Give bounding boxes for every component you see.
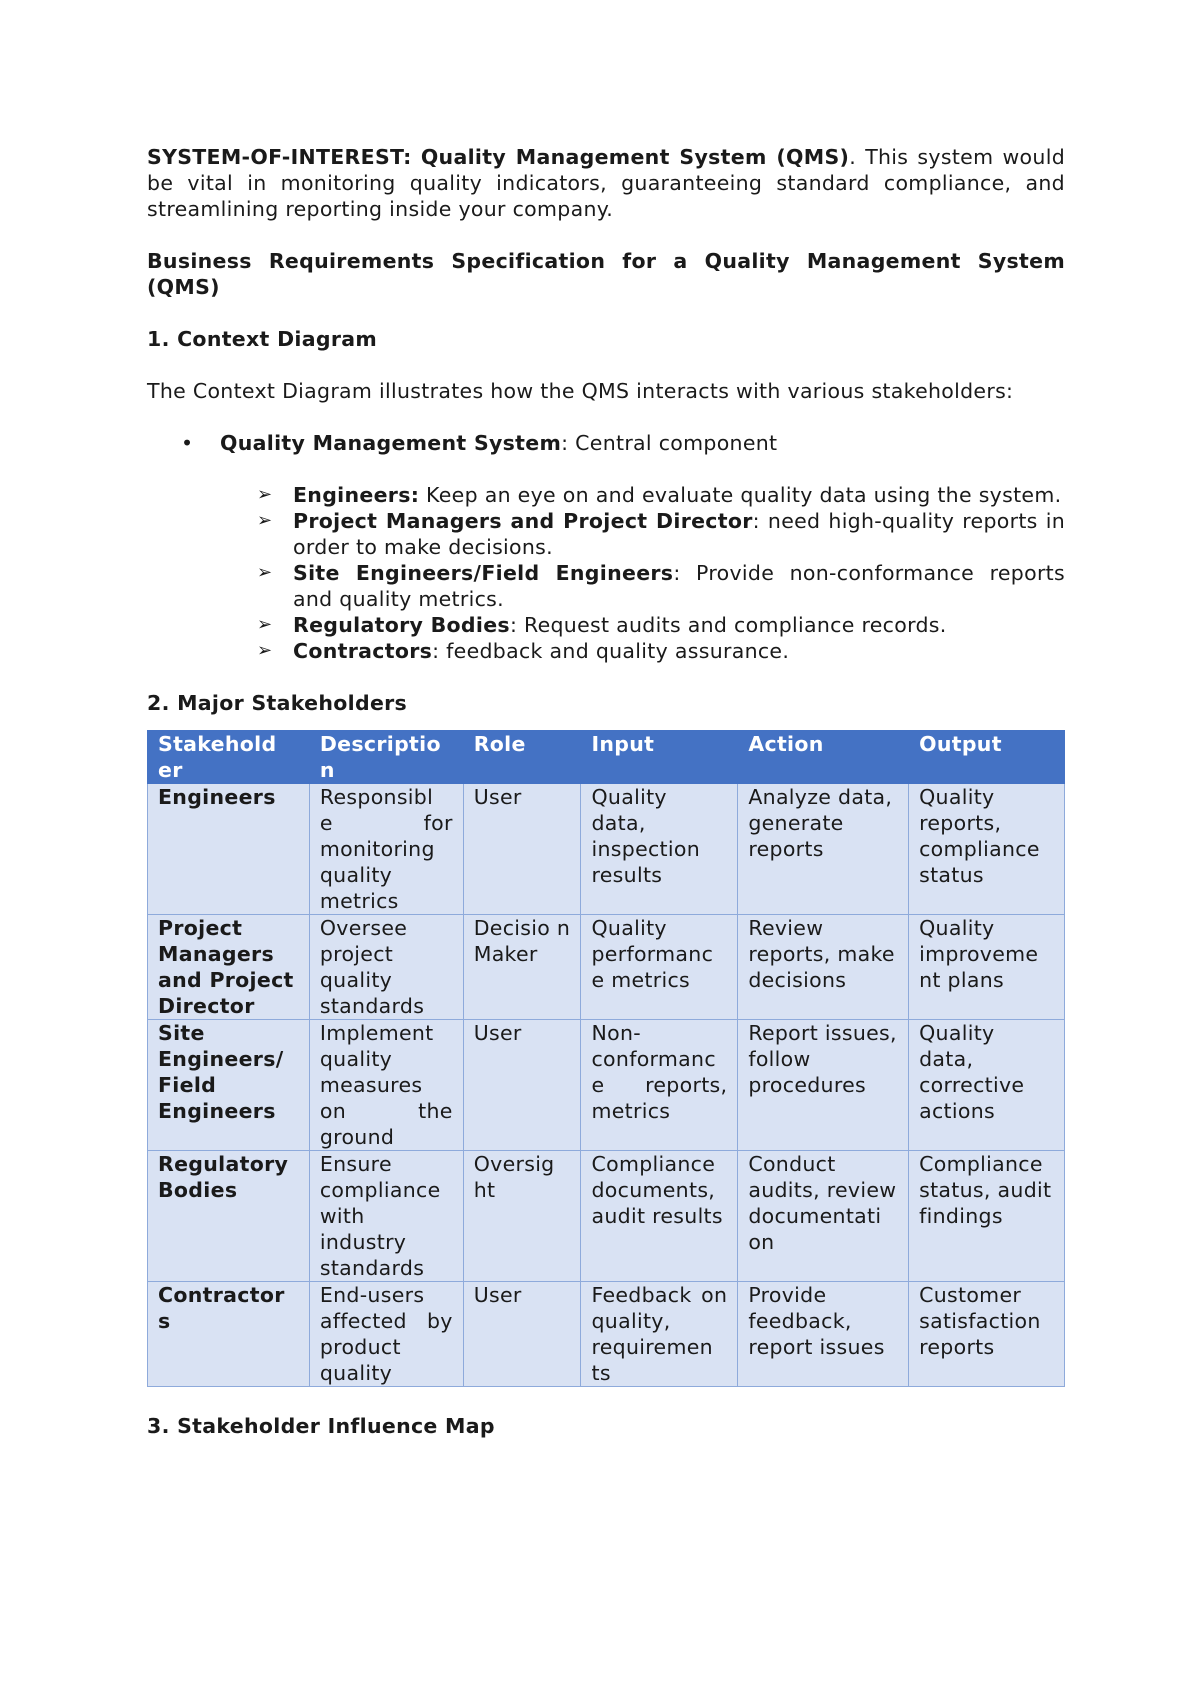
table-cell: Regulatory Bodies bbox=[148, 1151, 310, 1282]
arrow-bullet-icon: ➢ bbox=[257, 562, 273, 583]
table-cell: Analyze data, generate reports bbox=[738, 784, 909, 915]
spec-title: Business Requirements Specification for a Quality Management System (QMS) bbox=[147, 249, 1065, 299]
column-header: Output bbox=[909, 731, 1065, 784]
table-cell: Quality data, inspection results bbox=[581, 784, 738, 915]
table-cell: End-users affected by product quality bbox=[309, 1282, 463, 1387]
table-cell: Responsibl e for monitoring quality metrics bbox=[309, 784, 463, 915]
intro-system-name: Quality Management System (QMS) bbox=[420, 145, 850, 169]
table-cell: Report issues, follow procedures bbox=[738, 1020, 909, 1151]
main-bullet-desc: : Central component bbox=[561, 431, 778, 455]
table-cell: Quality improveme nt plans bbox=[909, 915, 1065, 1020]
table-cell: Quality performanc e metrics bbox=[581, 915, 738, 1020]
list-item: ➢ Regulatory Bodies: Request audits and compliance records. bbox=[257, 613, 947, 637]
stakeholders-table bbox=[147, 730, 1065, 1387]
table-cell: Conduct audits, review documentati on bbox=[738, 1151, 909, 1282]
column-header: Descriptio n bbox=[309, 731, 463, 784]
table-cell: Engineers bbox=[148, 784, 310, 915]
column-header: Input bbox=[581, 731, 738, 784]
table-cell: Provide feedback, report issues bbox=[738, 1282, 909, 1387]
document-page bbox=[147, 144, 1065, 1439]
table-cell: User bbox=[463, 1020, 581, 1151]
table-cell: Compliance status, audit findings bbox=[909, 1151, 1065, 1282]
table-header-row bbox=[148, 731, 1065, 784]
list-item: ➢ Engineers: Keep an eye on and evaluate quality data using the system. bbox=[257, 483, 1062, 507]
main-bullet-term: Quality Management System bbox=[220, 431, 562, 455]
intro-text: . This system would be vital in monitoring quality indicators, guaranteeing standard compliance, and streamlining reporting inside your company. bbox=[147, 145, 1066, 221]
list-item: ➢ Project Managers and Project Director: need high-quality reports in order to make decisions. bbox=[257, 509, 1066, 559]
intro-paragraph bbox=[147, 144, 1065, 222]
table-cell: Site Engineers/ Field Engineers bbox=[148, 1020, 310, 1151]
table-cell: Ensure compliance with industry standards bbox=[309, 1151, 463, 1282]
intro-label: SYSTEM-OF-INTEREST: bbox=[147, 145, 412, 169]
table-cell: Quality data, corrective actions bbox=[909, 1020, 1065, 1151]
table-row bbox=[148, 1282, 1065, 1387]
table-row bbox=[148, 1020, 1065, 1151]
table-row bbox=[148, 915, 1065, 1020]
main-bullet bbox=[147, 430, 1065, 664]
table-cell: Compliance documents, audit results bbox=[581, 1151, 738, 1282]
arrow-bullet-icon: ➢ bbox=[257, 640, 273, 661]
section1-heading: 1. Context Diagram bbox=[147, 327, 378, 351]
section3-heading: 3. Stakeholder Influence Map bbox=[147, 1414, 495, 1438]
table-cell: Oversig ht bbox=[463, 1151, 581, 1282]
stakeholder-bullet-list bbox=[220, 482, 1065, 664]
arrow-bullet-icon: ➢ bbox=[257, 510, 273, 531]
table-cell: Contractor s bbox=[148, 1282, 310, 1387]
column-header: Stakehold er bbox=[148, 731, 310, 784]
table-cell: Review reports, make decisions bbox=[738, 915, 909, 1020]
table-row bbox=[148, 784, 1065, 915]
list-item: ➢ Contractors: feedback and quality assurance. bbox=[257, 639, 790, 663]
table-cell: Non-conformanc e reports, metrics bbox=[581, 1020, 738, 1151]
table-cell: Quality reports, compliance status bbox=[909, 784, 1065, 915]
table-cell: Oversee project quality standards bbox=[309, 915, 463, 1020]
section2-heading: 2. Major Stakeholders bbox=[147, 691, 408, 715]
table-cell: Feedback on quality, requiremen ts bbox=[581, 1282, 738, 1387]
arrow-bullet-icon: ➢ bbox=[257, 614, 273, 635]
table-cell: Decisio n Maker bbox=[463, 915, 581, 1020]
column-header: Role bbox=[463, 731, 581, 784]
table-row bbox=[148, 1151, 1065, 1282]
list-item: ➢ Site Engineers/Field Engineers: Provide non-conformance reports and quality metrics. bbox=[257, 561, 1065, 611]
context-paragraph: The Context Diagram illustrates how the QMS interacts with various stakeholders: bbox=[147, 379, 1014, 403]
table-cell: Project Managers and Project Director bbox=[148, 915, 310, 1020]
table-cell: Customer satisfaction reports bbox=[909, 1282, 1065, 1387]
table-cell: User bbox=[463, 1282, 581, 1387]
bullet-dot-icon: • bbox=[181, 431, 194, 455]
column-header: Action bbox=[738, 731, 909, 784]
table-cell: Implement quality measures on the ground bbox=[309, 1020, 463, 1151]
arrow-bullet-icon: ➢ bbox=[257, 484, 273, 505]
table-cell: User bbox=[463, 784, 581, 915]
